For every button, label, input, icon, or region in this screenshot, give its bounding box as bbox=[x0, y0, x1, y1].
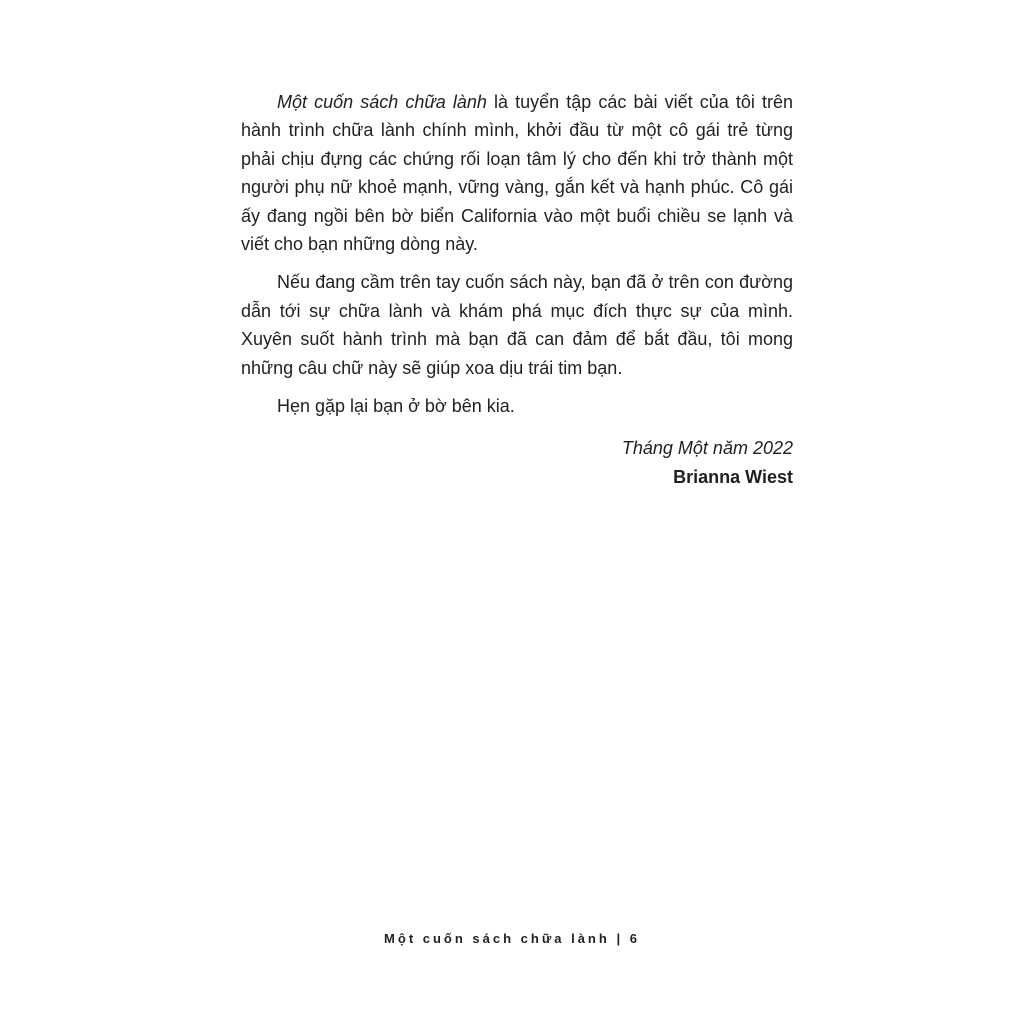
paragraph-farewell: Hẹn gặp lại bạn ở bờ bên kia. bbox=[277, 396, 515, 417]
paragraph-journey: Nếu đang cầm trên tay cuốn sách này, bạn đã ở trên con đường dẫn tới sự chữa lành và khám phá mục đích thực sự của mình. Xuyên suốt hành trình mà bạn đã can đảm để bắt đầu, tôi mong những câu chữ này sẽ giúp xoa dịu trái tim bạn. bbox=[241, 272, 793, 378]
page-body bbox=[241, 88, 793, 491]
running-title: Một cuốn sách chữa lành bbox=[384, 931, 610, 946]
paragraph-intro-text: là tuyển tập các bài viết của tôi trên hành trình chữa lành chính mình, khởi đầu từ một cô gái trẻ từng phải chịu đựng các chứng rối loạn tâm lý cho đến khi trở thành một người phụ nữ khoẻ mạnh, vững vàng, gắn kết và hạnh phúc. Cô gái ấy đang ngồi bên bờ biển California vào một buổi chiều se lạnh và viết cho bạn những dòng này. bbox=[241, 92, 794, 255]
signature-date: Tháng Một năm 2022 bbox=[621, 438, 793, 459]
footer-separator: | bbox=[616, 931, 624, 946]
page-footer bbox=[0, 931, 1024, 946]
signature-block bbox=[241, 434, 793, 491]
paragraph-intro bbox=[241, 88, 793, 258]
page-number: 6 bbox=[629, 931, 640, 946]
book-title-italic: Một cuốn sách chữa lành bbox=[277, 92, 487, 112]
signature-author: Brianna Wiest bbox=[673, 466, 793, 487]
